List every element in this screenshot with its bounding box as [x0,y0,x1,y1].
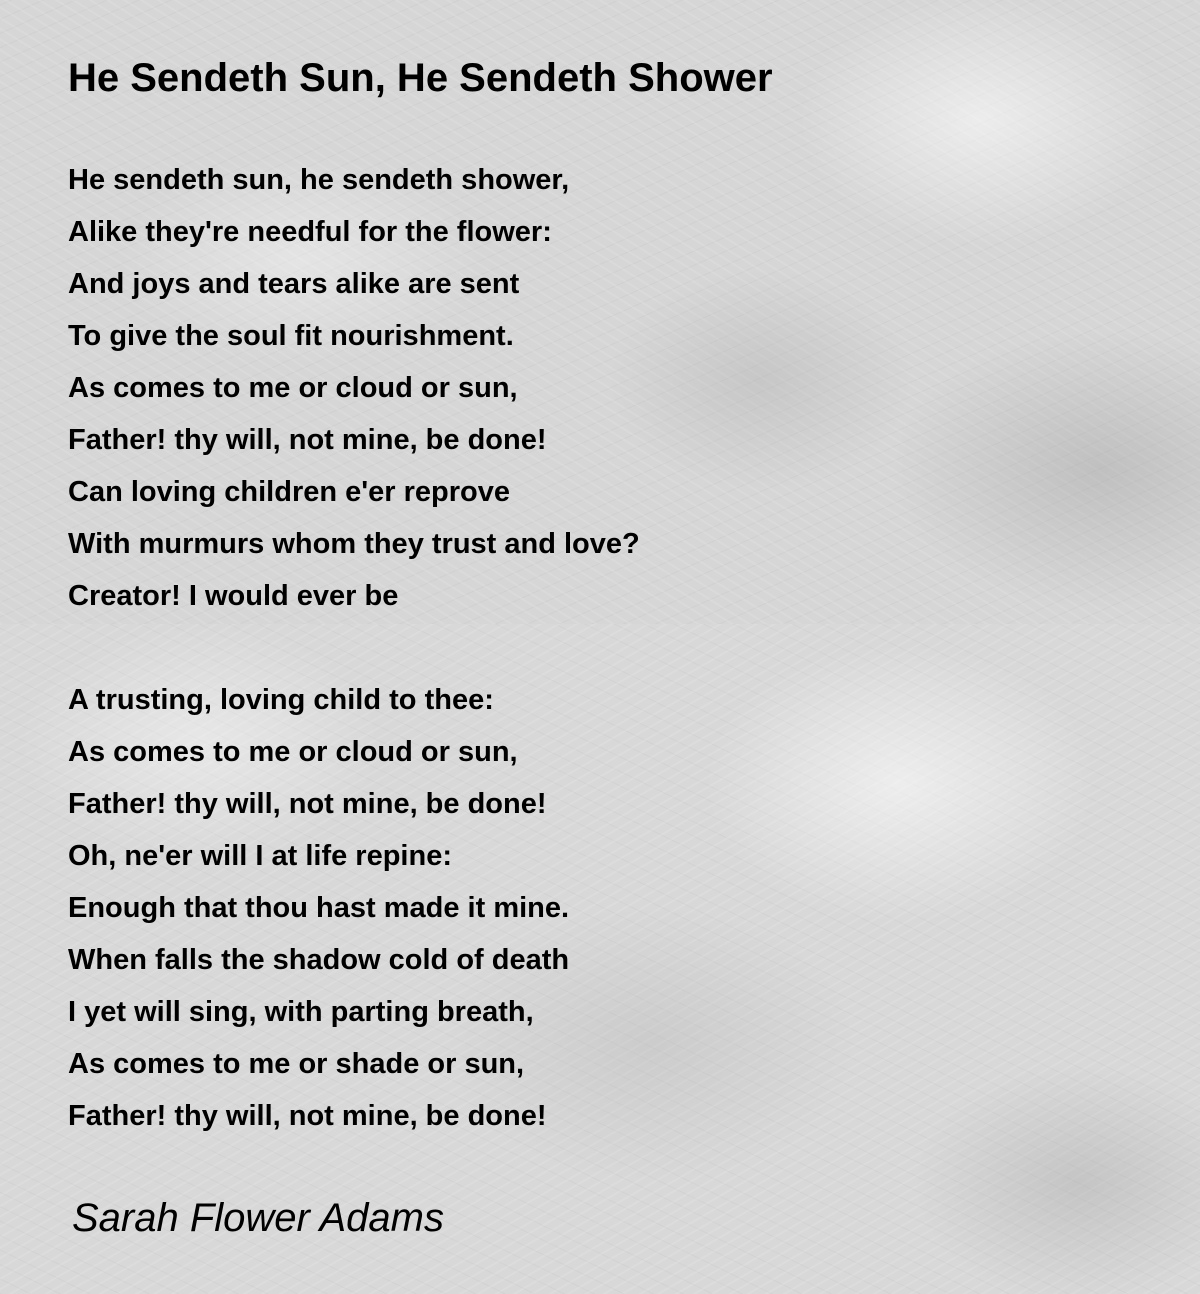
poem-line: As comes to me or shade or sun, [68,1048,525,1080]
poem-line: Father! thy will, not mine, be done! [68,1100,547,1132]
poem-line: Enough that thou hast made it mine. [68,892,570,924]
poem-line: Father! thy will, not mine, be done! [68,424,547,456]
poem-title: He Sendeth Sun, He Sendeth Shower [68,56,773,100]
stanza-1 [68,154,640,622]
poem-line: Father! thy will, not mine, be done! [68,788,547,820]
stanza-2 [68,674,569,1142]
poem-line: When falls the shadow cold of death [68,944,570,976]
poem-line: I yet will sing, with parting breath, [68,996,534,1028]
poem-line: With murmurs whom they trust and love? [68,528,640,560]
poem-line: A trusting, loving child to thee: [68,684,494,716]
poem-line: As comes to me or cloud or sun, [68,372,518,404]
poem-line: And joys and tears alike are sent [68,268,520,300]
poem-line: Can loving children e'er reprove [68,476,511,508]
poem-line: Alike they're needful for the flower: [68,216,552,248]
poem-line: Oh, ne'er will I at life repine: [68,840,452,872]
poem-line: He sendeth sun, he sendeth shower, [68,164,570,196]
poem-author: Sarah Flower Adams [72,1196,444,1240]
poem-line: As comes to me or cloud or sun, [68,736,518,768]
poem-line: To give the soul fit nourishment. [68,320,514,352]
poem-line: Creator! I would ever be [68,580,399,612]
